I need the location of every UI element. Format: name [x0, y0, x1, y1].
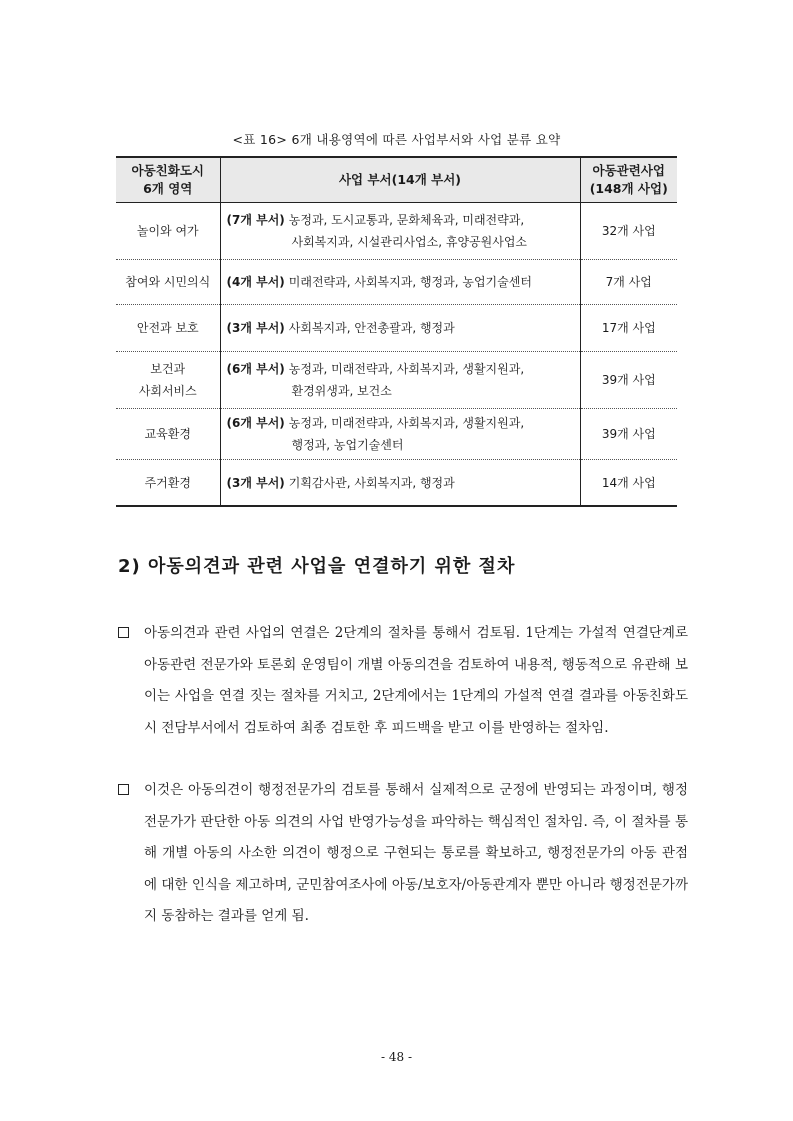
- section-title: 2) 아동의견과 관련 사업을 연결하기 위한 절차: [118, 556, 516, 577]
- projects-cell: 39개 사업: [580, 409, 677, 460]
- dept-count: (6개 부서): [226, 362, 285, 376]
- table-row: [116, 409, 677, 460]
- table-row: [116, 460, 677, 507]
- header-area-line1: 아동친화도시: [131, 163, 204, 178]
- area-cell: [116, 409, 220, 460]
- paragraph-text: 아동의견과 관련 사업의 연결은 2단계의 절차를 통해서 검토됨. 1단계는 가설적 연결단계로 아동관련 전문가와 토론회 운영팀이 개별 아동의견을 검토하여 내용적, 행동적으로 유관해 보이는 사업을 연결 짓는 절차를 거치고, 2단계에서는 1단계의 가설적 연결 결과를 아동친화도시 전담부서에서 검토하여 최종 검토한 후 피드백을 받고 이를 반영하는 절차임.: [144, 625, 688, 736]
- projects-cell: 14개 사업: [580, 460, 677, 507]
- dept-list-line2: 행정과, 농업기술센터: [291, 438, 404, 452]
- area-label: 보건과: [150, 362, 186, 376]
- checkbox-square-icon: [118, 784, 129, 795]
- area-label: 안전과 보호: [136, 321, 199, 335]
- header-projects-line1: 아동관련사업: [592, 163, 665, 178]
- dept-count: (4개 부서): [226, 275, 285, 289]
- dept-cell: [220, 352, 580, 409]
- dept-list-line2: 사회복지과, 시설관리사업소, 휴양공원사업소: [291, 235, 528, 249]
- area-label: 참여와 시민의식: [125, 275, 211, 289]
- projects-cell: 17개 사업: [580, 305, 677, 352]
- area-cell: [116, 203, 220, 260]
- dept-list-line1: 기획감사관, 사회복지과, 행정과: [288, 475, 455, 490]
- projects-cell: 32개 사업: [580, 203, 677, 260]
- table-row: [116, 352, 677, 409]
- area-label: 놀이와 여가: [136, 224, 199, 238]
- dept-count: (6개 부서): [226, 416, 285, 430]
- dept-cell: [220, 305, 580, 352]
- dept-cell: [220, 460, 580, 507]
- projects-cell: 7개 사업: [580, 260, 677, 305]
- dept-list-line1: 농정과, 미래전략과, 사회복지과, 생활지원과,: [288, 362, 525, 376]
- dept-cell: [220, 203, 580, 260]
- header-projects-line2: (148개 사업): [589, 181, 668, 196]
- dept-list-line1: 미래전략과, 사회복지과, 행정과, 농업기술센터: [288, 275, 532, 289]
- table-header-row: [116, 157, 677, 203]
- projects-cell: 39개 사업: [580, 352, 677, 409]
- dept-cell: [220, 260, 580, 305]
- area-label: 교육환경: [144, 427, 191, 441]
- header-area: [116, 157, 220, 203]
- dept-cell: [220, 409, 580, 460]
- header-area-line2: 6개 영역: [143, 181, 193, 196]
- area-cell: [116, 305, 220, 352]
- dept-list-line1: 사회복지과, 안전총괄과, 행정과: [288, 321, 455, 335]
- header-projects: [580, 157, 677, 203]
- area-cell: [116, 260, 220, 305]
- dept-list-line1: 농정과, 미래전략과, 사회복지과, 생활지원과,: [288, 416, 525, 430]
- summary-table: [116, 156, 677, 507]
- table-row: [116, 260, 677, 305]
- table-caption: <표 16> 6개 내용영역에 따른 사업부서와 사업 분류 요약: [232, 132, 561, 147]
- checkbox-square-icon: [118, 627, 129, 638]
- paragraph: [118, 775, 688, 933]
- dept-count: (3개 부서): [226, 321, 285, 335]
- area-cell: [116, 352, 220, 409]
- table-row: [116, 305, 677, 352]
- page-number: - 48 -: [380, 1050, 412, 1064]
- paragraph-text: 이것은 아동의견이 행정전문가의 검토를 통해서 실제적으로 군정에 반영되는 과정이며, 행정전문가가 판단한 아동 의견의 사업 반영가능성을 파악하는 핵심적인 절차임. 즉, 이 절차를 통해 개별 아동의 사소한 의견이 행정으로 구현되는 통로를 확보하고, 행정전문가의 아동 관점에 대한 인식을 제고하며, 군민참여조사에 아동/보호자/아동관계자 뿐만 아니라 행정전문가까지 동참하는 결과를 얻게 됨.: [144, 782, 688, 924]
- table-row: [116, 203, 677, 260]
- dept-list-line1: 농정과, 도시교통과, 문화체육과, 미래전략과,: [288, 213, 525, 227]
- dept-count: (3개 부서): [226, 475, 285, 490]
- dept-count: (7개 부서): [226, 213, 285, 227]
- area-label: 주거환경: [144, 475, 191, 490]
- paragraph: [118, 618, 688, 744]
- dept-list-line2: 환경위생과, 보건소: [291, 384, 392, 398]
- header-dept: 사업 부서(14개 부서): [220, 157, 580, 203]
- area-label-line2: 사회서비스: [138, 384, 197, 398]
- area-cell: [116, 460, 220, 507]
